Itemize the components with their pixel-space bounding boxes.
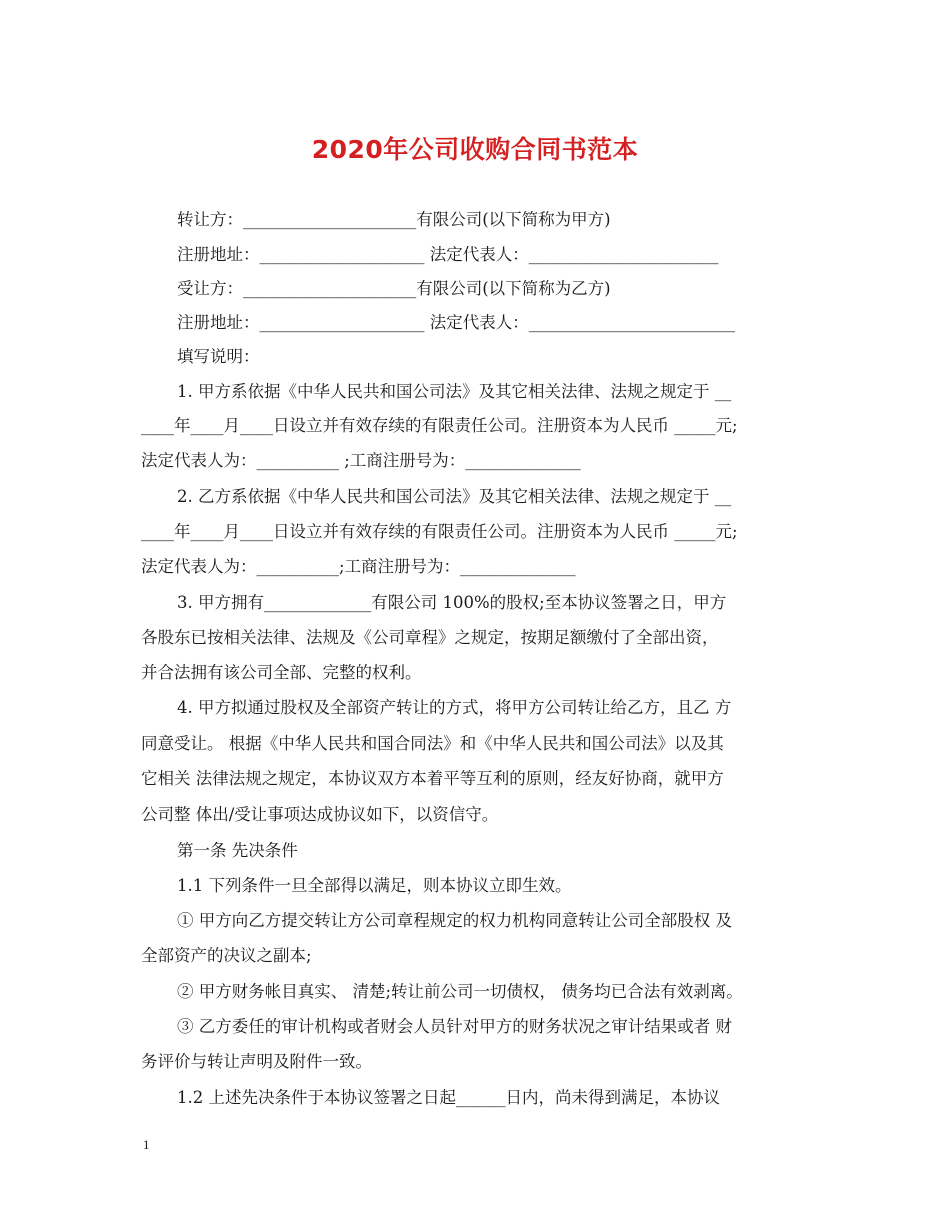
transferee-address-line: 注册地址：____________________ 法定代表人：_________________________ xyxy=(177,313,735,332)
paragraph-line: 它相关 法律法规之规定，本协议双方本着平等互利的原则，经友好协商，就甲方 xyxy=(141,769,724,788)
article-heading: 第一条 先决条件 xyxy=(177,841,298,860)
paragraph-line: ____年____月____日设立并有效存续的有限责任公司。注册资本为人民币 _____元; xyxy=(141,522,738,541)
paragraph-line: ③ 乙方委任的审计机构或者财会人员针对甲方的财务状况之审计结果或者 财 xyxy=(177,1017,732,1036)
paragraph-line: ② 甲方财务帐目真实、 清楚;转让前公司一切债权， 债务均已合法有效剥离。 xyxy=(177,982,743,1001)
paragraph-line: ① 甲方向乙方提交转让方公司章程规定的权力机构同意转让公司全部股权 及 xyxy=(177,911,732,930)
paragraph-line: 1. 甲方系依据《中华人民共和国公司法》及其它相关法律、法规之规定于 __ xyxy=(177,382,732,401)
transferor-address-line: 注册地址：____________________ 法定代表人：_______________________ xyxy=(177,245,719,264)
transferor-line: 转让方：_____________________有限公司(以下简称为甲方) xyxy=(177,210,611,229)
paragraph-line: 3. 甲方拥有_____________有限公司 100%的股权;至本协议签署之日，甲方 xyxy=(177,593,727,612)
transferee-line: 受让方：_____________________有限公司(以下简称为乙方) xyxy=(177,279,611,298)
page-number: 1 xyxy=(143,1137,150,1152)
paragraph-line: 各股东已按相关法律、法规及《公司章程》之规定，按期足额缴付了全部出资， xyxy=(141,628,719,647)
paragraph-line: 1.2 上述先决条件于本协议签署之日起______日内，尚未得到满足，本协议 xyxy=(177,1088,720,1107)
paragraph-line: 2. 乙方系依据《中华人民共和国公司法》及其它相关法律、法规之规定于 __ xyxy=(177,487,732,506)
paragraph-line: ____年____月____日设立并有效存续的有限责任公司。注册资本为人民币 _____元; xyxy=(141,416,738,435)
document-title: 2020年公司收购合同书范本 xyxy=(311,135,639,164)
paragraph-line: 4. 甲方拟通过股权及全部资产转让的方式，将甲方公司转让给乙方，且乙 方 xyxy=(177,698,732,717)
paragraph-line: 并合法拥有该公司全部、完整的权利。 xyxy=(141,663,422,682)
paragraph-line: 1.1 下列条件一旦全部得以满足，则本协议立即生效。 xyxy=(177,876,572,895)
paragraph-line: 全部资产的决议之副本; xyxy=(141,946,312,965)
paragraph-line: 法定代表人为：__________;工商注册号为：______________ xyxy=(141,557,576,576)
paragraph-line: 法定代表人为：__________ ;工商注册号为：______________ xyxy=(141,451,581,470)
paragraph-line: 同意受让。 根据《中华人民共和国合同法》和《中华人民共和国公司法》以及其 xyxy=(141,734,724,753)
paragraph-line: 务评价与转让声明及附件一致。 xyxy=(141,1052,372,1071)
instructions-heading: 填写说明： xyxy=(177,347,260,366)
paragraph-line: 公司整 体出/受让事项达成协议如下，以资信守。 xyxy=(141,805,499,824)
